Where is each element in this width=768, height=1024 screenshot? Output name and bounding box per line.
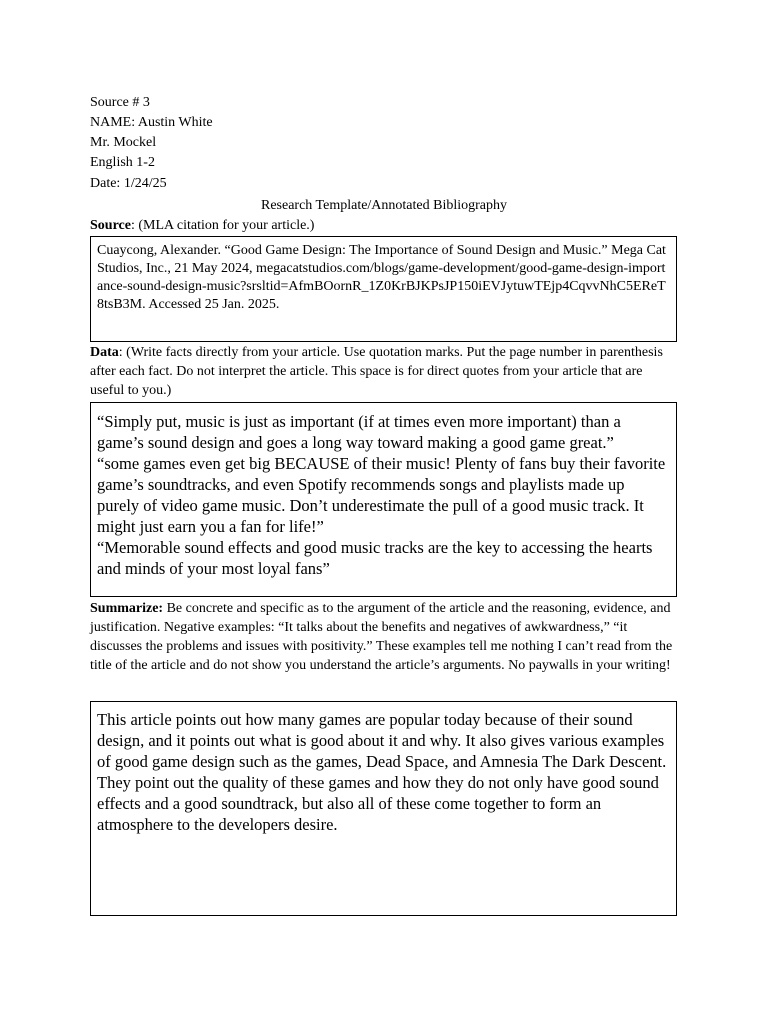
teacher-name: Mr. Mockel xyxy=(90,135,157,150)
quote-2: “some games even get big BECAUSE of their music! Plenty of fans buy their favorite game’s soundtracks, and even Spotify recommends songs and playlists made up purely of video game music. Don’t underestimate the pull of a good music track. It might just earn you a fan for life!” xyxy=(97,454,666,536)
summary-text: This article points out how many games are popular today because of their sound design, and it points out what is good about it and why. It also gives various examples of good game design such as the games, Dead Space, and Amnesia The Dark Descent. They point out the quality of these games and how they do not only have good sound effects and a good soundtrack, but also all of these come together to form an atmosphere to the developers desire. xyxy=(97,710,667,834)
data-label-line xyxy=(90,343,680,400)
summarize-instruction: Be concrete and specific as to the argument of the article and the reasoning, evidence, and justification. Negative examples: “It talks about the benefits and negatives of awkwardness,” “it discusses the problems and issues with positivity.” These examples tell me nothing I can’t read from the title of the article and do not show you understand the article’s arguments. No paywalls in your writing! xyxy=(90,601,673,673)
citation-box xyxy=(90,236,677,342)
source-instruction: : (MLA citation for your article.) xyxy=(130,218,315,233)
source-label-line xyxy=(90,216,680,235)
data-instruction: : (Write facts directly from your article. Use quotation marks. Put the page number in parenthesis after each fact. Do not interpret the article. This space is for direct quotes from your article that are useful to you.) xyxy=(90,345,663,398)
summarize-label-line xyxy=(90,599,680,675)
quote-3: “Memorable sound effects and good music tracks are the key to accessing the hearts and minds of your most loyal fans” xyxy=(97,538,653,578)
document-title: Research Template/Annotated Bibliography xyxy=(260,198,508,213)
student-name: NAME: Austin White xyxy=(90,115,213,130)
date-line: Date: 1/24/25 xyxy=(90,176,167,191)
summarize-label: Summarize: xyxy=(90,601,164,616)
source-number: Source # 3 xyxy=(90,95,150,110)
summary-box xyxy=(90,701,677,916)
course-name: English 1-2 xyxy=(90,155,155,170)
quotes-box xyxy=(90,402,677,597)
quote-1: “Simply put, music is just as important (if at times even more important) than a game’s sound design and goes a long way toward making a good game great.” xyxy=(97,412,621,452)
source-label: Source xyxy=(90,218,131,233)
quotes-content xyxy=(91,403,676,579)
citation-text: Cuaycong, Alexander. “Good Game Design: The Importance of Sound Design and Music.” Mega Cat Studios, Inc., 21 May 2024, megacatstudios.com/blogs/game-development/good-game-design-importance-sound-design-music?srsltid=AfmBOornR_1Z0KrBJKPsJP150iEVJytuwTEjp4CqvvNhC5EReT8tsB3M. Accessed 25 Jan. 2025. xyxy=(97,243,666,312)
data-label: Data xyxy=(90,345,119,360)
